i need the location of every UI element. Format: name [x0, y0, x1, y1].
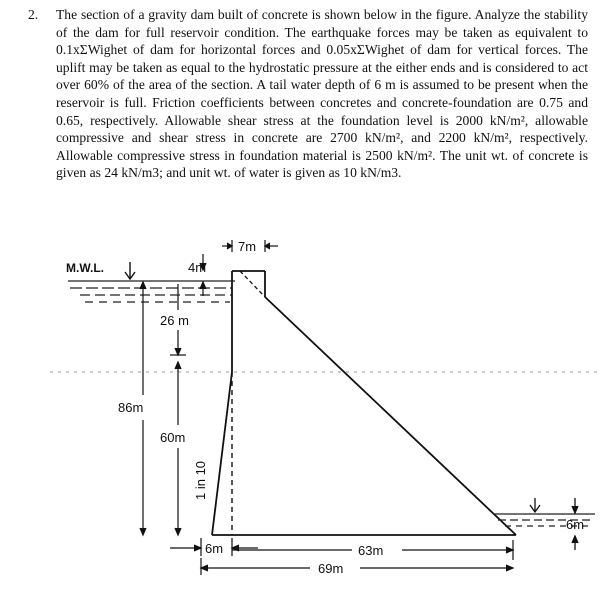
dam-section: [212, 271, 516, 535]
tail-water-label: 6m: [566, 517, 585, 532]
mwl-arrow: [125, 262, 135, 279]
base-width-label: 69m: [318, 561, 344, 576]
reservoir-water: [68, 281, 235, 302]
depth-60-dimension: [175, 362, 181, 535]
freeboard-label: 4m: [188, 260, 207, 275]
base-width-dimension: [201, 558, 513, 575]
problem-text: The section of a gravity dam built of concrete is shown below in the figure. Analyze the stability of the dam for full reservoir condition. The earthquake forces may be taken as equivalent to 0.1xΣWighet of dam for horizontal forces and 0.05xΣWighet of dam for vertical forces. The uplift may be taken as equal to the hydrostatic pressure at the either ends and is considered to act over 60% of the area of the section. A tail water depth of 6 m is assumed to be present when the reservoir is full. Friction coefficients between concretes and concrete-foundation are 0.75 and 0.65, respectively. Allowable shear stress at the foundation level is 2000 kN/m², allowable compressive and shear stress in concrete are 2700 kN/m², and 2200 kN/m², respectively. Allowable compressive stress in foundation material is 2500 kN/m². The unit wt. of concrete is given as 24 kN/m3; and unit wt. of water is given as 10 kN/m3.: [56, 7, 588, 181]
heel-offset-label: 6m: [205, 541, 224, 556]
height-86-label: 86m: [118, 400, 144, 415]
toe-length-label: 63m: [358, 543, 384, 558]
depth-26-label: 26 m: [160, 313, 189, 328]
depth-60-label: 60m: [160, 430, 186, 445]
problem-number: 2.: [28, 7, 39, 22]
top-width-label: 7m: [238, 239, 257, 254]
crest-dashed-line: [240, 271, 265, 297]
mwl-label: M.W.L.: [66, 261, 104, 275]
slope-label: 1 in 10: [193, 460, 208, 500]
